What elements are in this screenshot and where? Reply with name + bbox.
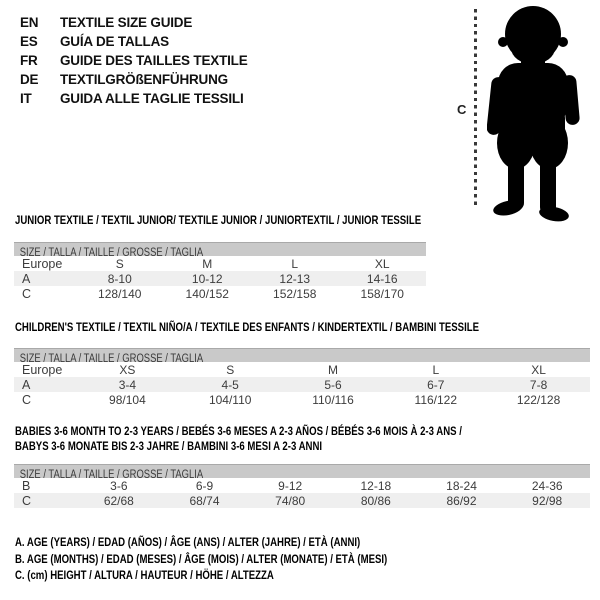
- table-cell: 5-6: [324, 377, 342, 392]
- table-cell: 7-8: [529, 377, 548, 392]
- table-row: [14, 271, 426, 286]
- table-cell: 68/74: [189, 493, 220, 508]
- table-cell: 86/92: [446, 493, 477, 508]
- table-cell: 62/68: [103, 493, 134, 508]
- row-label: C: [22, 493, 32, 508]
- language-code: EN: [20, 15, 39, 30]
- table-cell: 10-12: [191, 271, 223, 286]
- size-header-label: SIZE / TALLA / TAILLE / GRÖSSE / TAGLIA: [19, 247, 204, 256]
- language-title: GUÍA DE TALLAS: [60, 34, 169, 49]
- table-cell: XL: [374, 256, 390, 271]
- table-row: [14, 478, 590, 493]
- language-title: GUIDE DES TAILLES TEXTILE: [60, 53, 248, 68]
- section-title-children: CHILDREN'S TEXTILE / TEXTIL NIÑO/A / TEXTILE DES ENFANTS / KINDERTEXTIL / BAMBINI TESSILE: [15, 320, 480, 334]
- language-title: GUIDA ALLE TAGLIE TESSILI: [60, 91, 244, 106]
- language-row-es: [20, 32, 248, 51]
- legend-line-c: C. (cm) HEIGHT / ALTURA / HAUTEUR / HÖHE / ALTEZZA: [15, 568, 274, 582]
- row-label: C: [22, 286, 32, 301]
- size-header-label: SIZE / TALLA / TAILLE / GRÖSSE / TAGLIA: [19, 469, 204, 478]
- table-cell: 152/158: [273, 286, 317, 301]
- toddler-silhouette-icon: [487, 5, 593, 223]
- row-label: A: [22, 271, 31, 286]
- table-cell: 80/86: [360, 493, 391, 508]
- babies-size-table: [14, 464, 590, 508]
- table-cell: M: [327, 362, 338, 377]
- section-title-babies-line1: BABIES 3-6 MONTH TO 2-3 YEARS / BEBÉS 3-6 MESES A 2-3 AÑOS / BÉBÉS 3-6 MOIS À 2-3 ANS /: [15, 424, 462, 438]
- table-cell: M: [202, 256, 213, 271]
- table-cell: 6-9: [195, 478, 214, 493]
- row-label: A: [22, 377, 31, 392]
- language-row-en: [20, 13, 248, 32]
- row-label: B: [22, 478, 31, 493]
- table-row: [14, 377, 590, 392]
- table-cell: 12-18: [360, 478, 392, 493]
- table-cell: 3-6: [110, 478, 128, 493]
- table-cell: 18-24: [446, 478, 477, 493]
- table-cell: 122/128: [516, 392, 561, 407]
- height-label-c: C: [457, 102, 467, 117]
- table-row: [14, 362, 590, 377]
- row-label: Europe: [22, 256, 63, 271]
- table-cell: 158/170: [360, 286, 404, 301]
- table-cell: 12-13: [279, 271, 311, 286]
- table-row: [14, 256, 426, 271]
- table-row: [14, 286, 426, 301]
- language-row-de: [20, 70, 248, 89]
- language-title: TEXTILE SIZE GUIDE: [60, 15, 193, 30]
- height-dashed-line: [474, 9, 477, 209]
- table-cell: L: [432, 362, 440, 377]
- table-cell: S: [226, 362, 235, 377]
- size-header-bar: [14, 464, 590, 478]
- table-cell: 98/104: [109, 392, 146, 407]
- table-cell: 110/116: [312, 392, 354, 407]
- table-cell: S: [115, 256, 124, 271]
- table-cell: 3-4: [118, 377, 137, 392]
- language-title: TEXTILGRÖßENFÜHRUNG: [60, 72, 228, 87]
- table-cell: 140/152: [185, 286, 229, 301]
- children-size-table: [14, 348, 590, 407]
- language-row-it: [20, 89, 248, 108]
- language-code: FR: [20, 53, 38, 68]
- size-header-label: SIZE / TALLA / TAILLE / GRÖSSE / TAGLIA: [19, 353, 204, 362]
- table-cell: 9-12: [278, 478, 303, 493]
- language-code: IT: [20, 91, 32, 106]
- table-cell: 104/110: [208, 392, 252, 407]
- legend-block: [15, 534, 480, 584]
- size-header-bar: [14, 242, 426, 256]
- legend-line-b: B. AGE (MONTHS) / EDAD (MESES) / ÂGE (MOIS) / ALTER (MONATE) / ETÀ (MESI): [15, 551, 388, 566]
- section-title-babies-line2: BABYS 3-6 MONATE BIS 2-3 JAHRE / BAMBINI 3-6 MESI A 2-3 ANNI: [15, 439, 323, 453]
- table-cell: XS: [119, 362, 136, 377]
- table-cell: 128/140: [98, 286, 142, 301]
- size-header-bar: [14, 348, 590, 362]
- junior-size-table: [14, 242, 426, 301]
- legend-line-a: A. AGE (YEARS) / EDAD (AÑOS) / ÂGE (ANS) / ALTER (JAHRE) / ETÀ (ANNI): [15, 535, 361, 549]
- table-row: [14, 493, 590, 508]
- table-cell: 14-16: [366, 271, 398, 286]
- table-cell: 24-36: [531, 478, 563, 493]
- table-cell: 116/122: [414, 392, 458, 407]
- language-row-fr: [20, 51, 248, 70]
- table-cell: 6-7: [427, 377, 445, 392]
- table-cell: 4-5: [221, 377, 239, 392]
- row-label: C: [22, 392, 32, 407]
- section-title-junior: JUNIOR TEXTILE / TEXTIL JUNIOR/ TEXTILE JUNIOR / JUNIORTEXTIL / JUNIOR TESSILE: [15, 213, 422, 227]
- table-cell: 8-10: [107, 271, 132, 286]
- row-label: Europe: [22, 362, 63, 377]
- table-cell: 92/98: [532, 493, 563, 508]
- table-cell: L: [291, 256, 299, 271]
- language-title-list: [20, 13, 248, 108]
- language-code: ES: [20, 34, 38, 49]
- table-row: [14, 392, 590, 407]
- language-code: DE: [20, 72, 39, 87]
- table-cell: XL: [531, 362, 546, 377]
- table-cell: 74/80: [275, 493, 306, 508]
